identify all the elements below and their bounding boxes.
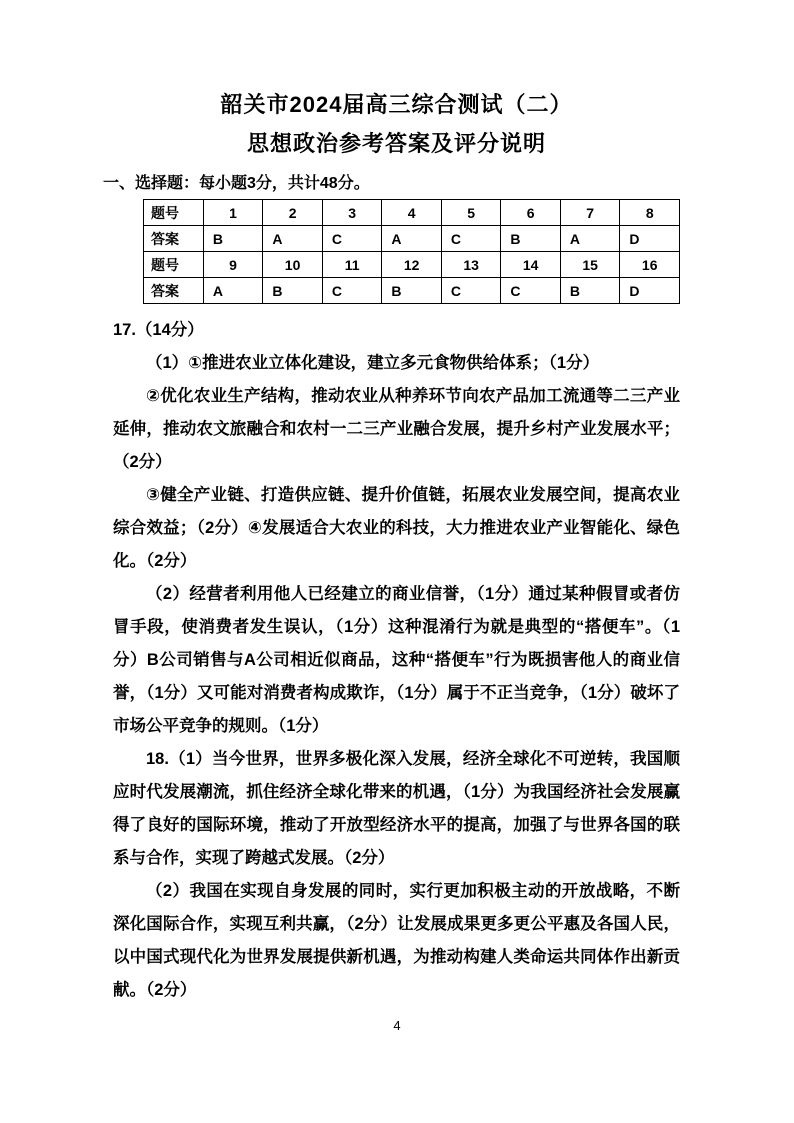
- answer-cell: C: [441, 226, 501, 252]
- answer-cell: A: [560, 226, 620, 252]
- answer-cell: D: [620, 226, 680, 252]
- q17-answer-1-point3-4: ③健全产业链、打造供应链、提升价值链，拓展农业发展空间，提高农业综合效益；（2分）④发展适合大农业的科技，大力推进农业产业智能化、绿色化。（2分）: [113, 486, 680, 570]
- row-label-cell: 题号: [144, 252, 204, 278]
- answer-cell: B: [501, 226, 561, 252]
- question-number-cell: 13: [441, 252, 501, 278]
- q17-answer-1-point2: ②优化农业生产结构，推动农业从种养环节向农产品加工流通等二三产业延伸，推动农文旅融合和农村一二三产业融合发展，提升乡村产业发展水平；（2分）: [113, 387, 680, 471]
- answer-cell: B: [382, 278, 442, 304]
- question-number-cell: 5: [441, 200, 501, 226]
- q17-header: 17.（14分）: [113, 321, 204, 339]
- answer-cell: D: [620, 278, 680, 304]
- question-number-cell: 16: [620, 252, 680, 278]
- answer-cell: C: [441, 278, 501, 304]
- question-number-cell: 14: [501, 252, 561, 278]
- row-label-cell: 答案: [144, 226, 204, 252]
- answer-cell: C: [322, 278, 382, 304]
- answer-cell: B: [203, 226, 263, 252]
- answer-cell: C: [501, 278, 561, 304]
- table-row: [144, 278, 680, 304]
- row-label-cell: 答案: [144, 278, 204, 304]
- question-number-cell: 3: [322, 200, 382, 226]
- question-number-cell: 11: [322, 252, 382, 278]
- doc-subtitle: 思想政治参考答案及评分说明: [246, 131, 546, 156]
- question-number-cell: 4: [382, 200, 442, 226]
- table-row: [144, 200, 680, 226]
- question-number-cell: 12: [382, 252, 442, 278]
- answer-cell: B: [263, 278, 323, 304]
- q18-answer-1: 18.（1）当今世界，世界多极化深入发展，经济全球化不可逆转，我国顺应时代发展潮流，抓住经济全球化带来的机遇，（1分）为我国经济社会发展赢得了良好的国际环境，推动了开放型经济水平的提高，加强了与世界各国的联系与合作，实现了跨越式发展。（2分）: [113, 750, 680, 867]
- question-number-cell: 10: [263, 252, 323, 278]
- q17-answer-1-point1: （1）①推进农业立体化建设，建立多元食物供给体系；（1分）: [146, 354, 600, 372]
- answer-cell: A: [382, 226, 442, 252]
- table-row: [144, 226, 680, 252]
- answer-paragraphs: [113, 314, 680, 1007]
- question-number-cell: 7: [560, 200, 620, 226]
- section-heading: 一、选择题：每小题3分，共计48分。: [103, 175, 370, 192]
- answer-cell: B: [560, 278, 620, 304]
- q17-answer-2: （2）经营者利用他人已经建立的商业信誉，（1分）通过某种假冒或者仿冒手段，使消费者发生误认，（1分）这种混淆行为就是典型的“搭便车”。（1分）B公司销售与A公司相近似商品，这种“搭便车”行为既损害他人的商业信誉，（1分）又可能对消费者构成欺诈，（1分）属于不正当竞争，（1分）破坏了市场公平竞争的规则。（1分）: [113, 585, 680, 735]
- question-number-cell: 6: [501, 200, 561, 226]
- answer-table: [143, 199, 680, 304]
- question-number-cell: 1: [203, 200, 263, 226]
- page-number: 4: [393, 1018, 401, 1033]
- doc-title: 韶关市2024届高三综合测试（二）: [220, 92, 573, 117]
- question-number-cell: 15: [560, 252, 620, 278]
- row-label-cell: 题号: [144, 200, 204, 226]
- answer-cell: A: [263, 226, 323, 252]
- question-number-cell: 2: [263, 200, 323, 226]
- table-row: [144, 252, 680, 278]
- question-number-cell: 8: [620, 200, 680, 226]
- answer-cell: C: [322, 226, 382, 252]
- answer-table-body: [144, 200, 680, 304]
- q18-answer-2: （2）我国在实现自身发展的同时，实行更加积极主动的开放战略，不断深化国际合作，实现互利共赢，（2分）让发展成果更多更公平惠及各国人民，以中国式现代化为世界发展提供新机遇，为推动构建人类命运共同体作出新贡献。（2分）: [113, 882, 680, 999]
- answer-cell: A: [203, 278, 263, 304]
- question-number-cell: 9: [203, 252, 263, 278]
